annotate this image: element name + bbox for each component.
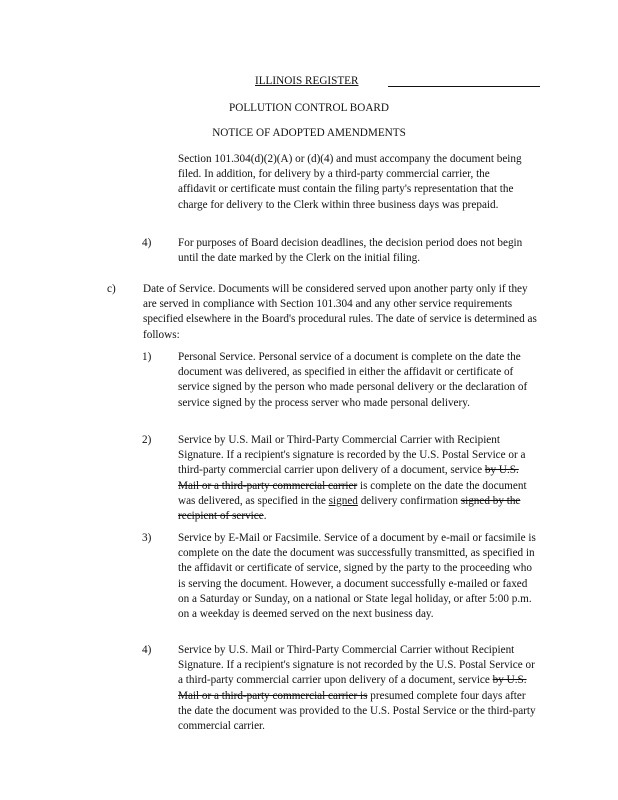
item-number: 1) — [142, 351, 152, 363]
notice-title: NOTICE OF ADOPTED AMENDMENTS — [212, 127, 406, 139]
deleted-text: signed by the recipient of service — [178, 494, 521, 523]
decision-deadlines-paragraph: For purposes of Board decision deadlines, the decision period does not begin until the date marked by the Clerk on the initial filing. — [178, 237, 523, 265]
deleted-text: by U.S. Mail or a third-party commercial carrier — [178, 464, 519, 492]
item-number: 2) — [142, 434, 152, 446]
item-number: 3) — [142, 532, 152, 544]
paragraph-text: delivery confirmation — [360, 494, 458, 507]
register-title: ILLINOIS REGISTER — [255, 75, 359, 87]
continuation-paragraph: Section 101.304(d)(2)(A) or (d)(4) and must accompany the document being filed. In addition, for delivery by a third-party commercial carrier, the affidavit or certificate must contain the filing party's representation that the charge for delivery to the Clerk within three business days was prepaid. — [178, 153, 522, 211]
personal-service-paragraph: Personal Service. Personal service of a document is complete on the date the document was delivered, as specified in either the affidavit or certificate of service signed by the person who made personal delivery or the declaration of service signed by the process server who made personal delivery. — [178, 351, 528, 409]
paragraph-text: . — [263, 510, 267, 523]
inserted-text: signed — [328, 494, 358, 507]
item-number: 4) — [142, 237, 152, 249]
deleted-text: by U.S. Mail or a third-party commercial carrier is — [178, 674, 527, 702]
section-label: c) — [107, 283, 116, 295]
board-name: POLLUTION CONTROL BOARD — [229, 102, 389, 114]
paragraph-text: presumed complete four days after the date the document was provided to the U.S. Postal Service or the third-party commercial carrier. — [178, 689, 536, 733]
mail-without-signature-paragraph — [178, 643, 540, 734]
email-facsimile-paragraph: Service by E-Mail or Facsimile. Service of a document by e-mail or facsimile is complete on the date the document was successfully transmitted, as specified in the affidavit or certificate of service, signed by the party to the proceeding who is serving the document. However, a document successfully e-mailed or faxed on a Saturday or Sunday, on a national or State legal holiday, or after 5:00 p.m. on a weekday is deemed served on the next business day. — [178, 532, 536, 621]
item-number: 4) — [142, 644, 152, 656]
paragraph-text: is complete on the date the document was delivered, as specified in the — [178, 479, 527, 507]
date-of-service-paragraph: Date of Service. Documents will be considered served upon another party only if they are served in compliance with Section 101.304 and any other service requirements specified elsewhere in the Board's procedural rules. The date of service is determined as follows: — [143, 283, 537, 341]
paragraph-text: Service by U.S. Mail or Third-Party Commercial Carrier without Recipient Signature. If a recipient's signature is not recorded by the U.S. Postal Service or a third-party commercial carrier upon delivery of a document, service — [178, 644, 535, 687]
mail-with-signature-paragraph — [178, 433, 540, 524]
paragraph-text: Service by U.S. Mail or Third-Party Commercial Carrier with Recipient Signature. If a recipient's signature is recorded by the U.S. Postal Service or a third-party commercial carrier upon delivery of a document, service — [178, 434, 526, 477]
header-rule — [388, 86, 540, 87]
